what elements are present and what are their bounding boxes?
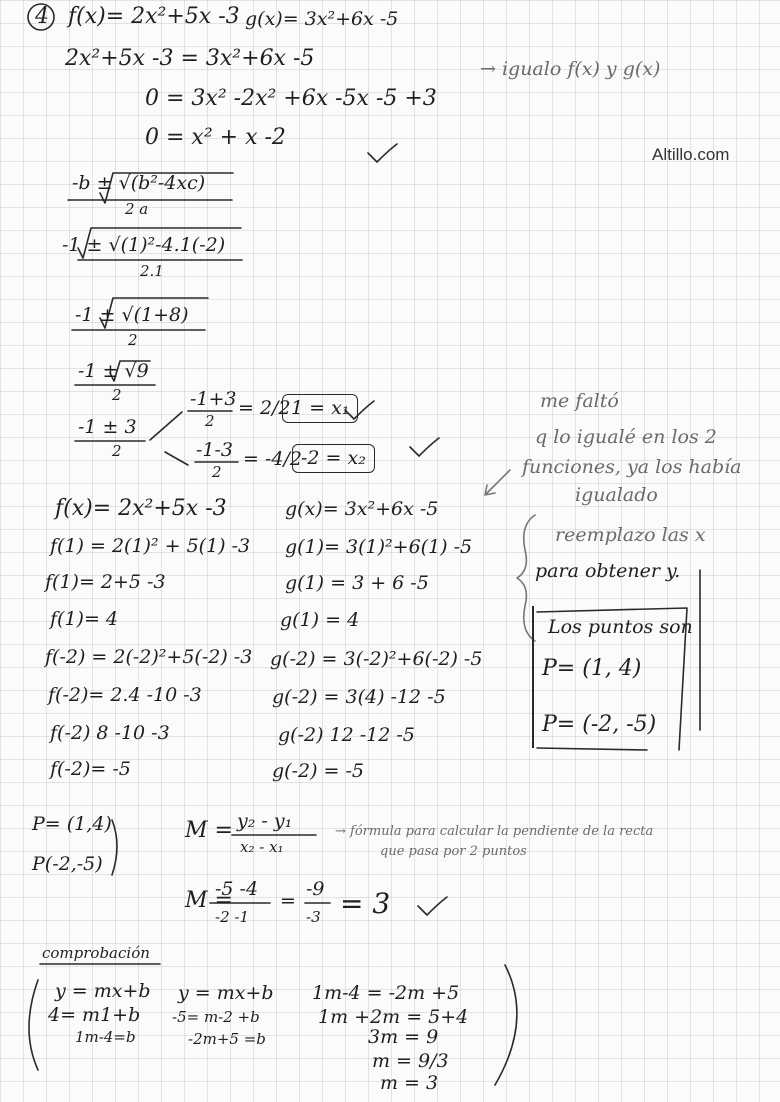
eval-f-line-6: f(-2) 8 -10 -3 <box>50 722 170 744</box>
check-col3-line3: m = 9/3 <box>372 1050 449 1072</box>
slope-m-label: M = <box>185 818 233 843</box>
eval-g-line-7: g(-2) = -5 <box>272 760 365 782</box>
slope-formula-denominator: x₂ - x₁ <box>240 838 284 856</box>
check-col1-line2: 1m-4=b <box>75 1028 136 1046</box>
eval-f-line-5: f(-2)= 2.4 -10 -3 <box>48 684 202 706</box>
root2-box: -2 = x₂ <box>292 444 375 473</box>
eval-f-line-4: f(-2) = 2(-2)²+5(-2) -3 <box>45 646 253 668</box>
side-note-line6: para obtener y. <box>535 560 681 582</box>
root1-box: 1 = x₁ <box>282 394 358 423</box>
slope-calc-mid-denominator: -3 <box>306 908 321 926</box>
altillo-watermark: Altillo.com <box>652 145 730 164</box>
side-note-line4: igualado <box>575 484 658 506</box>
check-col2-line0: y = mx+b <box>178 982 274 1004</box>
equate-note: → igualo f(x) y g(x) <box>480 58 661 80</box>
f-definition: f(x)= 2x²+5x -3 <box>68 4 240 29</box>
slope-note-line1: → fórmula para calcular la pendiente de la recta <box>335 824 654 839</box>
quadratic-step4-numerator: -1 ± √9 <box>78 360 149 382</box>
quadratic-step5-denominator: 2 <box>112 442 122 460</box>
check-title: comprobación <box>42 944 150 962</box>
points-box-bottom <box>537 748 647 750</box>
check-col2-line1: -5= m-2 +b <box>172 1008 260 1026</box>
eval-g-line-6: g(-2) 12 -12 -5 <box>278 724 415 746</box>
eval-f-line-2: f(1)= 2+5 -3 <box>45 571 166 593</box>
side-note-line5: reemplazo las x <box>555 524 706 546</box>
eval-f-line-7: f(-2)= -5 <box>50 758 131 780</box>
points-box-title: Los puntos son <box>548 616 693 638</box>
root1-numerator: -1+3 <box>190 388 237 410</box>
quadratic-step5-numerator: -1 ± 3 <box>78 416 137 438</box>
slope-calc-m-label: M = <box>185 888 233 913</box>
eval-f-line-1: f(1) = 2(1)² + 5(1) -3 <box>50 535 251 557</box>
g-definition: g(x)= 3x²+6x -5 <box>245 8 399 30</box>
check-col1-line1: 4= m1+b <box>48 1004 141 1026</box>
eval-f-line-3: f(1)= 4 <box>50 608 118 630</box>
slope-formula-numerator: y₂ - y₁ <box>237 810 293 832</box>
quadratic-substitution-denominator: 2.1 <box>140 262 164 280</box>
slope-calc-mid-numerator: -9 <box>306 878 325 900</box>
slope-calc-denominator: -2 -1 <box>215 908 249 926</box>
slope-point-2: P(-2,-5) <box>32 853 103 875</box>
eval-g-line-3: g(1) = 4 <box>280 609 360 631</box>
equation-simplified: 0 = x² + x -2 <box>145 125 286 150</box>
slope-calc-equals: = <box>280 890 296 912</box>
slope-result: = 3 <box>340 887 391 920</box>
check-col3-line0: 1m-4 = -2m +5 <box>312 982 460 1004</box>
slope-note-line2: que pasa por 2 puntos <box>380 844 527 859</box>
check-col3-line4: m = 3 <box>380 1072 439 1094</box>
points-box-p2: P= (-2, -5) <box>542 712 657 737</box>
eval-g-line-1: g(1)= 3(1)²+6(1) -5 <box>285 536 473 558</box>
eval-f-line-0: f(x)= 2x²+5x -3 <box>55 496 227 521</box>
root2-numerator: -1-3 <box>196 439 234 461</box>
side-note-line2: q lo igualé en los 2 <box>535 426 717 448</box>
problem-number: 4 <box>35 4 49 29</box>
side-note-line1: me faltó <box>540 390 619 412</box>
eval-g-line-2: g(1) = 3 + 6 -5 <box>285 572 429 594</box>
root1-simplified: = 2/2 <box>238 397 291 419</box>
quadratic-formula-numerator: -b ± √(b²-4xc) <box>72 172 206 194</box>
quadratic-substitution-numerator: -1 ± √(1)²-4.1(-2) <box>62 234 226 256</box>
points-box-p1: P= (1, 4) <box>542 656 642 681</box>
eval-g-line-5: g(-2) = 3(4) -12 -5 <box>272 686 446 708</box>
check-col2-line2: -2m+5 =b <box>188 1030 266 1048</box>
equation-equate: 2x²+5x -3 = 3x²+6x -5 <box>65 46 315 71</box>
check-col1-line0: y = mx+b <box>55 980 151 1002</box>
quadratic-step3-numerator: -1 ± √(1+8) <box>75 304 189 326</box>
slope-calc-numerator: -5 -4 <box>215 878 259 900</box>
quadratic-formula-denominator: 2 a <box>125 200 149 218</box>
check-col3-line2: 3m = 9 <box>368 1026 439 1048</box>
root2-simplified: = -4/2 <box>243 448 302 470</box>
side-note-line3: funciones, ya los había <box>522 456 742 478</box>
quadratic-step3-denominator: 2 <box>128 331 138 349</box>
slope-point-1: P= (1,4) <box>32 813 112 835</box>
root2-denominator: 2 <box>212 463 222 481</box>
eval-g-line-4: g(-2) = 3(-2)²+6(-2) -5 <box>270 648 483 670</box>
check-col3-line1: 1m +2m = 5+4 <box>318 1006 469 1028</box>
root1-denominator: 2 <box>205 412 215 430</box>
quadratic-step4-denominator: 2 <box>112 386 122 404</box>
equation-expand: 0 = 3x² -2x² +6x -5x -5 +3 <box>145 86 437 111</box>
eval-g-line-0: g(x)= 3x²+6x -5 <box>285 498 439 520</box>
